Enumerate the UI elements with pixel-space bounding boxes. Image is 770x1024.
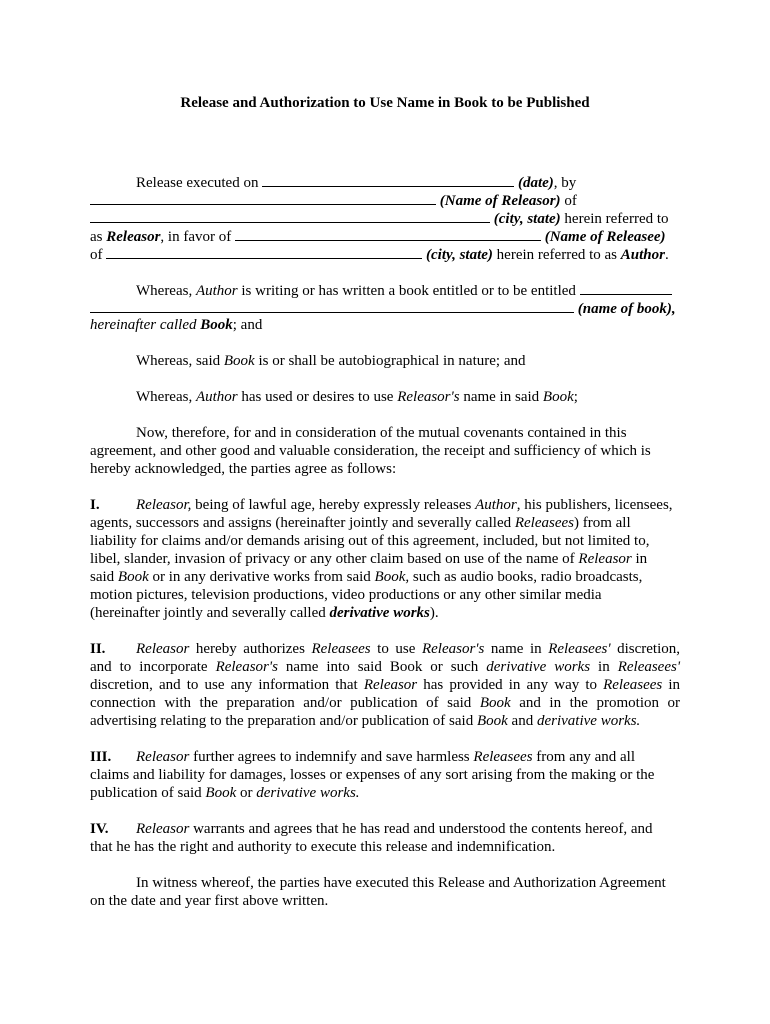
section-3-number (90, 748, 111, 766)
text: hereby authorizes (195, 641, 305, 657)
section-1-line-1 (136, 496, 673, 514)
city-state-label: (city, state) (493, 211, 561, 227)
witness-line-1: In witness whereof, the parties have executed this Release and Authorization Agreement (136, 875, 666, 891)
text: is or shall be autobiographical in nature; and (258, 353, 526, 369)
intro-text: Release executed on (136, 175, 259, 191)
derivative-works-term: derivative works (486, 659, 591, 675)
of-text-2: of (90, 247, 103, 263)
text: (hereinafter jointly and severally called (90, 605, 326, 621)
text: warrants and agrees that he has read and understood the contents hereof, and (193, 821, 653, 837)
book-term: Book, (374, 569, 410, 585)
whereas-2 (136, 352, 525, 370)
text: and (511, 713, 534, 729)
section-1-line-2 (90, 514, 631, 532)
text: ; (573, 389, 578, 405)
text: or in any derivative works from said (152, 569, 371, 585)
book-term: Book (476, 713, 508, 729)
text: further agrees to indemnify and save harmless (193, 749, 470, 765)
name-of-releasee-label: (Name of Releasee) (544, 229, 666, 245)
section-number: II. (90, 641, 106, 657)
herein-as-text: herein referred to as (496, 247, 618, 263)
text: said (90, 569, 115, 585)
hereinafter-text: hereinafter called (90, 317, 197, 333)
book-term: Book (223, 353, 255, 369)
text: has provided in any way to (423, 677, 597, 693)
releasor-term: Releasor, (136, 497, 192, 513)
text: being of lawful age, hereby expressly releases (195, 497, 472, 513)
book-title-blank-b[interactable] (90, 298, 574, 313)
section-1-line-6: motion pictures, television productions, video productions or any other similar media (90, 587, 602, 603)
text: name in (490, 641, 542, 657)
text: agents, successors and assigns (hereinafter jointly and severally called (90, 515, 512, 531)
text: Whereas, (136, 389, 193, 405)
releasors-term: Releasor's (215, 659, 278, 675)
text: in (635, 551, 648, 567)
section-2-line-2 (90, 658, 680, 676)
text: publication of said (90, 785, 202, 801)
releasor-term: Releasor (136, 749, 190, 765)
releasor-name-blank[interactable] (90, 190, 436, 205)
releasee-city-blank[interactable] (106, 244, 422, 259)
text: name into said Book or such (285, 659, 479, 675)
section-1-line-4 (90, 550, 647, 568)
document-title: Release and Authorization to Use Name in Book to be Published (180, 95, 590, 111)
book-title-blank-a[interactable] (580, 280, 672, 295)
releasees-possessive: Releasees' (617, 659, 681, 675)
text: and to incorporate (90, 659, 208, 675)
now-therefore-line-2: agreement, and other good and valuable consideration, the receipt and sufficiency of which is (90, 443, 651, 459)
section-1-line-5 (90, 568, 642, 586)
releasor-city-blank[interactable] (90, 208, 490, 223)
author-term: Author (620, 247, 665, 263)
section-2-line-5 (90, 712, 640, 730)
text: ). (429, 605, 439, 621)
section-3-line-2: claims and liability for damages, losses or expenses of any sort arising from the making or the (90, 767, 655, 783)
releasee-name-blank[interactable] (235, 226, 541, 241)
text: in (598, 659, 610, 675)
section-1-number (90, 496, 100, 514)
section-number: IV. (90, 821, 109, 837)
text: advertising relating to the preparation and/or publication of said (90, 713, 474, 729)
intro-line-3 (90, 208, 669, 228)
now-therefore-line-1: Now, therefore, for and in consideration of the mutual covenants contained in this (136, 425, 627, 441)
author-term: Author (475, 497, 517, 513)
section-4-line-2: that he has the right and authority to execute this release and indemnification. (90, 839, 556, 855)
intro-line-2 (90, 190, 577, 210)
text: is writing or has written a book entitled or to be entitled (241, 283, 576, 299)
date-blank[interactable] (262, 172, 514, 187)
text: and in the promotion or (519, 695, 681, 711)
section-2-line-1 (136, 640, 680, 658)
releasors-term: Releasor's (421, 641, 485, 657)
section-3-line-3 (90, 784, 360, 802)
author-term: Author (195, 389, 238, 405)
book-term: Book (479, 695, 511, 711)
section-1-line-7 (90, 604, 439, 622)
releasor-term: Releasor (136, 821, 190, 837)
intro-line-5 (90, 244, 669, 264)
book-term: Book (200, 317, 233, 333)
releasees-term: Releasees (473, 749, 533, 765)
and-text: ; and (232, 317, 263, 333)
text: Whereas, said (136, 353, 221, 369)
intro-line-1 (136, 172, 576, 192)
text: in (668, 677, 680, 693)
section-2-line-4 (90, 694, 680, 712)
whereas-1-line-3 (90, 316, 262, 334)
author-term: Author (195, 283, 238, 299)
date-label: (date) (517, 175, 554, 191)
section-number: I. (90, 497, 100, 513)
city-state-label-2: (city, state) (426, 247, 493, 263)
section-4-line-1 (136, 820, 652, 838)
text: or (239, 785, 253, 801)
releasors-term: Releasor's (397, 389, 460, 405)
book-term: Book (205, 785, 237, 801)
releasor-term: Releasor (106, 229, 161, 245)
in-favor-text: , in favor of (160, 229, 232, 245)
now-therefore-line-3: hereby acknowledged, the parties agree as follows: (90, 461, 397, 477)
releasees-term: Releasees (311, 641, 371, 657)
text: libel, slander, invasion of privacy or any other claim based on use of the name of (90, 551, 575, 567)
text: has used or desires to use (241, 389, 394, 405)
of-text: of (564, 193, 577, 209)
book-term: Book (542, 389, 574, 405)
text: Whereas, (136, 283, 193, 299)
derivative-works-term: derivative works. (536, 713, 641, 729)
section-2-line-3 (90, 676, 680, 694)
text: name in said (463, 389, 540, 405)
herein-text: herein referred to (564, 211, 669, 227)
releasees-possessive: Releasees' (548, 641, 611, 657)
text: to use (377, 641, 416, 657)
as-text: as (90, 229, 103, 245)
whereas-1-line-1 (136, 280, 672, 300)
text: such as audio books, radio broadcasts, (412, 569, 643, 585)
book-term: Book (117, 569, 149, 585)
intro-line-4 (90, 226, 666, 246)
text: connection with the preparation and/or publication of said (90, 695, 472, 711)
releasor-term: Releasor (363, 677, 418, 693)
whereas-3 (136, 388, 578, 406)
releasor-term: Releasor (136, 641, 190, 657)
whereas-1-line-2 (90, 298, 676, 318)
releasees-term: Releasees (514, 515, 574, 531)
section-number: III. (90, 749, 112, 765)
text: ) from all (574, 515, 631, 531)
section-1-line-3: liability for claims and/or demands arising out of this agreement, included, but not limited to, (90, 533, 650, 549)
text: discretion, (617, 641, 680, 657)
by-text: , by (553, 175, 577, 191)
period: . (664, 247, 669, 263)
releasor-term: Releasor (578, 551, 632, 567)
name-of-book-label: (name of book), (577, 301, 676, 317)
derivative-works-term: derivative works (329, 605, 430, 621)
releasees-term: Releasees (603, 677, 663, 693)
text: discretion, and to use any information that (90, 677, 358, 693)
section-3-line-1 (136, 748, 635, 766)
section-2-number (90, 640, 105, 658)
text: from any and all (536, 749, 636, 765)
section-4-number (90, 820, 109, 838)
witness-line-2: on the date and year first above written. (90, 893, 329, 909)
text: , his publishers, licensees, (516, 497, 673, 513)
derivative-works-term: derivative works. (256, 785, 360, 801)
name-of-releasor-label: (Name of Releasor) (439, 193, 561, 209)
